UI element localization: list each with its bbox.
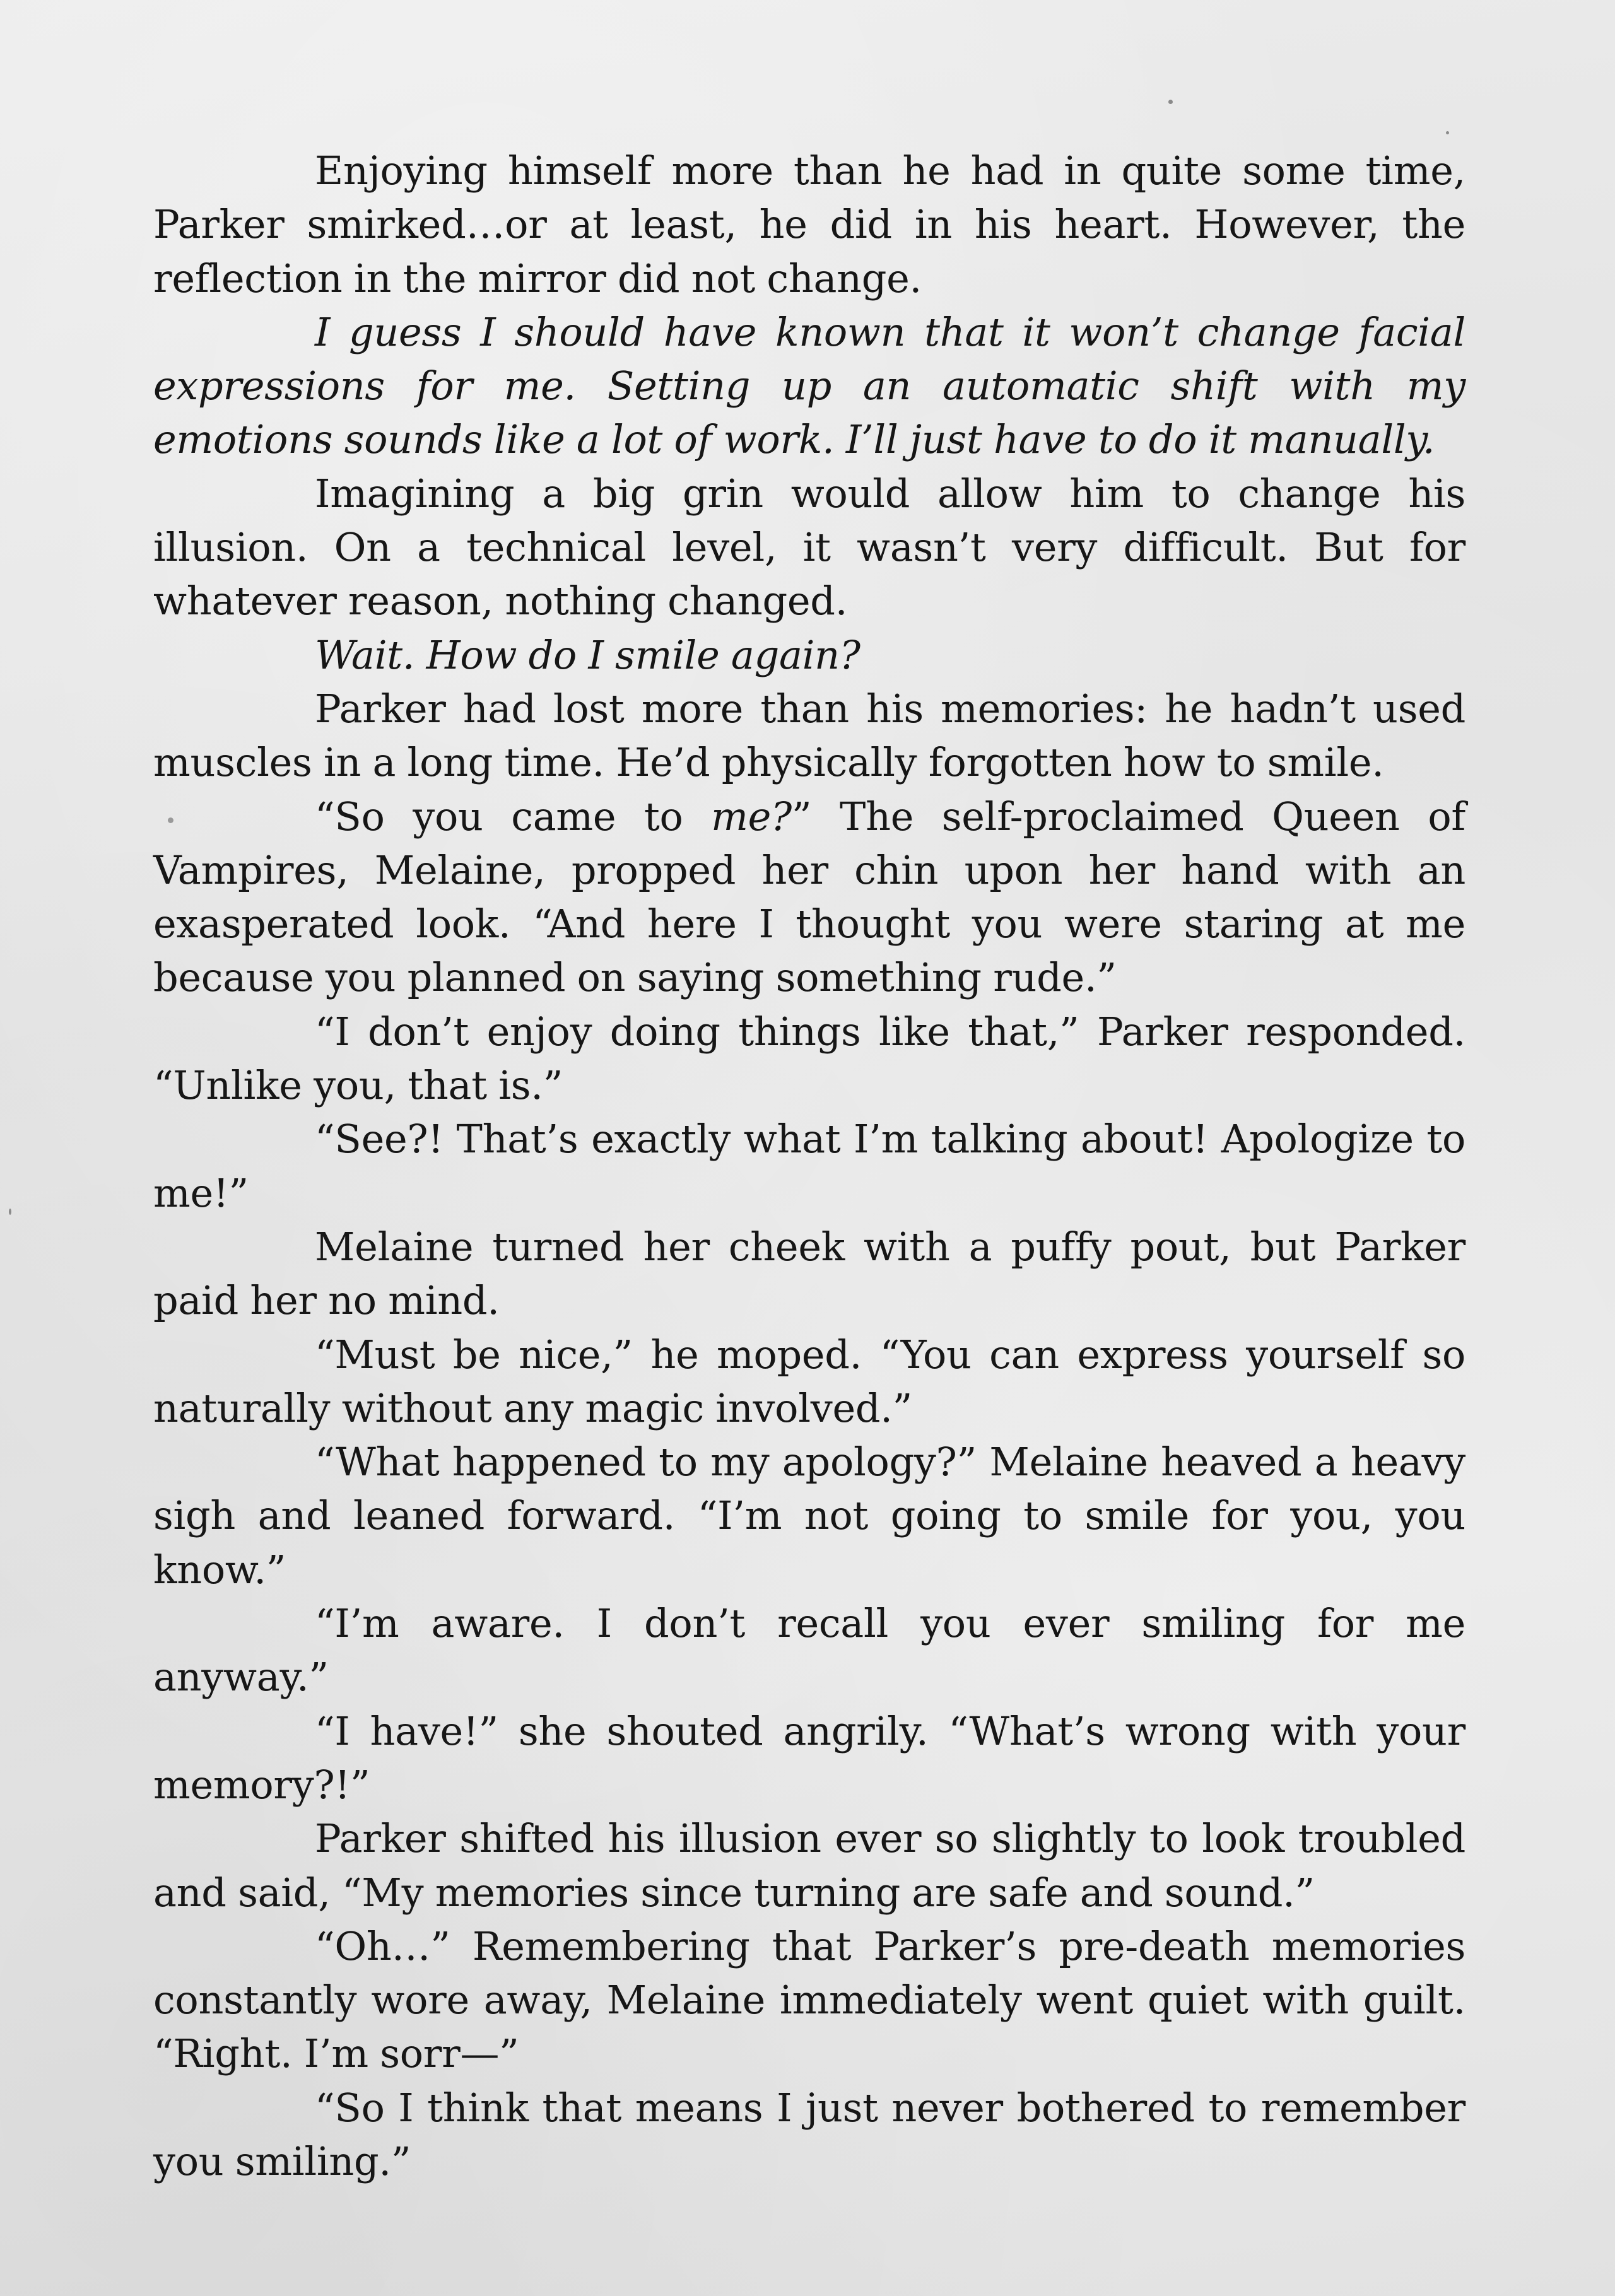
paragraph-8: “See?! That’s exactly what I’m talking about! Apologize to me!”	[153, 1116, 1465, 1216]
paragraph-16: “So I think that means I just never bothered to remember you smiling.”	[153, 2084, 1465, 2184]
paragraph-11: “What happened to my apology?” Melaine heaved a heavy sigh and leaned forward. “I’m not going to smile for you, you know.”	[153, 1439, 1465, 1593]
paragraph-6-emphasis: me?	[711, 793, 792, 840]
paragraph-6-before: “So you came to	[315, 793, 712, 840]
paragraph-6	[153, 790, 1465, 1005]
paragraph-12: “I’m aware. I don’t recall you ever smiling for me anyway.”	[153, 1600, 1465, 1701]
paragraph-2-thought: I guess I should have known that it won’t change facial expressions for me. Setting up an automatic shift with my emotions sounds like a lot of work. I’ll just have to do it manually.	[153, 308, 1465, 463]
paper-speck	[1168, 100, 1173, 104]
paper-speck	[1446, 131, 1449, 134]
paragraph-4-thought: Wait. How do I smile again?	[315, 631, 860, 678]
paragraph-1: Enjoying himself more than he had in quite some time, Parker smirked…or at least, he did in his heart. However, the reflection in the mirror did not change.	[153, 148, 1465, 302]
paragraph-13: “I have!” she shouted angrily. “What’s wrong with your memory?!”	[153, 1707, 1465, 1808]
paragraph-5: Parker had lost more than his memories: he hadn’t used muscles in a long time. He’d physically forgotten how to smile.	[153, 685, 1465, 786]
paragraph-6-after: ” The self-proclaimed Queen of Vampires, Melaine, propped her chin upon her hand with an exasperated look. “And here I thought you were staring at me because you planned on saying something rude.”	[153, 793, 1465, 1001]
book-page-text	[153, 144, 1465, 2188]
paragraph-14: Parker shifted his illusion ever so slightly to look troubled and said, “My memories since turning are safe and sound.”	[153, 1815, 1465, 1916]
paragraph-7: “I don’t enjoy doing things like that,” Parker responded. “Unlike you, that is.”	[153, 1008, 1465, 1109]
paragraph-15: “Oh…” Remembering that Parker’s pre-death memories constantly wore away, Melaine immediately went quiet with guilt. “Right. I’m sorr—”	[153, 1923, 1465, 2077]
paragraph-9: Melaine turned her cheek with a puffy pout, but Parker paid her no mind.	[153, 1223, 1465, 1324]
paper-speck	[9, 1209, 11, 1215]
paper-speck	[168, 817, 173, 823]
paragraph-10: “Must be nice,” he moped. “You can express yourself so naturally without any magic involved.”	[153, 1331, 1465, 1431]
paragraph-3: Imagining a big grin would allow him to change his illusion. On a technical level, it wasn’t very difficult. But for whatever reason, nothing changed.	[153, 470, 1465, 624]
